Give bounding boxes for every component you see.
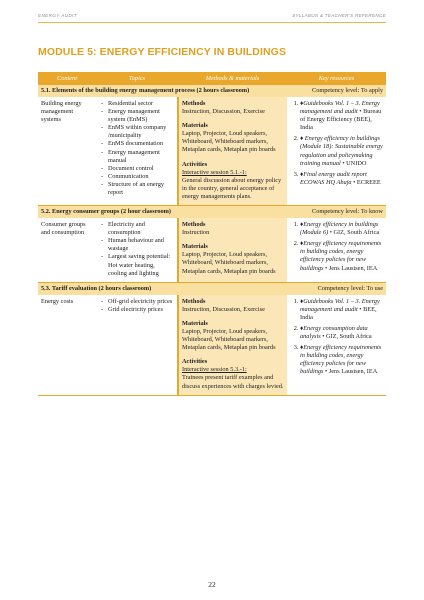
- content-cell: Energy costs: [38, 295, 96, 395]
- topics-cell: [96, 295, 178, 395]
- topic-item: - Electricity and consumption: [108, 221, 174, 237]
- topic-item: - Off-grid electricity prices: [108, 298, 174, 306]
- topic-item: - Human behaviour and wastage: [108, 237, 174, 253]
- resource-source: • Bureau of Energy Efficiency (BEE), India: [300, 108, 382, 132]
- column-header-topics: Topics: [96, 72, 178, 85]
- topics-cell: [96, 97, 178, 206]
- section-header-row: [38, 85, 386, 97]
- content-cell: Building energy management systems: [38, 97, 96, 206]
- resource-source: • GIZ, South Africa: [329, 229, 380, 237]
- running-header-left: ENERGY AUDIT: [38, 13, 78, 18]
- topic-item: - EnMS documentation: [108, 140, 174, 148]
- activity-text: General discussion about energy policy in the country, general acceptance of energy managements plans.: [182, 176, 282, 200]
- topic-item: - Largest saving potential: Hot water heating, cooling and lighting: [108, 253, 174, 277]
- materials-text: Laptop, Projector, Loud speakers, Whiteboard, Whiteboard markers, Metaplan cards, Metaplan pin boards: [182, 130, 276, 154]
- methods-cell: [178, 295, 287, 395]
- resource-item: [300, 298, 383, 322]
- table-header-row: [38, 72, 386, 85]
- resource-item: [300, 325, 383, 341]
- column-header-resources: Key resources: [287, 72, 386, 85]
- table-body: [38, 85, 386, 395]
- resource-source: • BEE, India: [300, 305, 377, 321]
- activity-title: Interactive session 5.1.-1:: [182, 168, 247, 176]
- resources-list: [290, 298, 383, 377]
- resource-title: ♦Energy efficiency requirements in building codes, energy efficiency policies for new buildings: [300, 344, 382, 376]
- methods-label: Methods: [182, 221, 206, 229]
- resources-list: [290, 100, 383, 187]
- competency-level: Competency level: To know: [287, 206, 386, 219]
- section-body-row: [38, 295, 386, 395]
- resource-item: [300, 240, 383, 272]
- topic-item: - EnMS within company /municipality: [108, 124, 174, 140]
- section-header-row: [38, 206, 386, 219]
- column-header-content: Content: [38, 72, 96, 85]
- section-body-row: [38, 218, 386, 282]
- activities-label: Activities: [182, 160, 208, 168]
- resource-source: • GIZ, South Africa: [322, 333, 372, 341]
- materials-label: Materials: [182, 243, 208, 251]
- resource-source: • Jens Laustsen, IEA: [325, 368, 378, 376]
- section-title: 5.3. Tariff evaluation (2 hours classroom): [38, 282, 287, 295]
- resource-item: [300, 221, 383, 237]
- resource-item: [300, 171, 383, 187]
- methods-cell: [178, 218, 287, 282]
- header-rule: [38, 22, 386, 23]
- resources-cell: [287, 218, 386, 282]
- topic-item: - Structure of an energy report: [108, 181, 174, 197]
- module-title: MODULE 5: ENERGY EFFICIENCY IN BUILDINGS: [38, 46, 287, 58]
- materials-label: Materials: [182, 122, 208, 130]
- topics-cell: [96, 218, 178, 282]
- resource-item: [300, 344, 383, 376]
- methods-label: Methods: [182, 297, 206, 305]
- competency-level: Competency level: To apply: [287, 85, 386, 97]
- resource-title: ♦ Energy efficiency in buildings (Module 18): Sustainable energy regulation and policymaking training manual: [300, 135, 383, 167]
- topic-item: - Energy management system (EnMS): [108, 108, 174, 124]
- resource-item: [300, 100, 383, 132]
- methods-label: Methods: [182, 100, 206, 107]
- topics-list: [99, 100, 174, 197]
- materials-text: Laptop, Projector, Loud speakers, Whiteboard, Whiteboard markers, Metaplan cards, Metaplan pin boards: [182, 251, 276, 275]
- resources-list: [290, 221, 383, 273]
- page-number: 22: [208, 580, 216, 589]
- topic-item: - Grid electricity prices: [108, 306, 174, 314]
- resource-title: ♦Guidebooks Vol. 1 – 3. Energy management and audit: [300, 297, 380, 313]
- content-cell: Consumer groups and consumption: [38, 218, 96, 282]
- resource-title: ♦Final energy audit report ECOWAS HQ Abuja: [300, 170, 367, 186]
- resource-source: • Jens Laustsen, IEA: [325, 264, 378, 272]
- methods-text: Instruction, Discussion, Exercise: [182, 305, 265, 313]
- methods-text: Instruction, Discussion, Exercise: [182, 108, 265, 116]
- activity-title: Interactive session 5.3.-1:: [182, 366, 247, 374]
- resource-source: • UNIDO: [342, 159, 367, 167]
- topics-list: [99, 221, 174, 278]
- section-header-row: [38, 282, 386, 295]
- activities-label: Activities: [182, 358, 208, 366]
- resources-cell: [287, 97, 386, 206]
- resource-source: • ECREEE: [353, 178, 381, 186]
- resource-title: ♦Energy consumption data analysis: [300, 324, 368, 341]
- section-title: 5.2. Energy consumer groups (2 hour classroom): [38, 206, 287, 219]
- materials-text: Laptop, Projector, Loud speakers, Whiteboard, Whiteboard markers, Metaplan cards, Metaplan pin boards: [182, 327, 276, 352]
- column-header-methods: Methods & materials: [178, 72, 287, 85]
- competency-level: Competency level: To use: [287, 282, 386, 295]
- resource-title: ♦Guidebooks Vol. 1 – 3. Energy management and audit: [300, 100, 380, 116]
- topic-item: - Residential sector: [108, 100, 174, 108]
- materials-label: Materials: [182, 319, 208, 327]
- topics-list: [99, 298, 174, 314]
- syllabus-table: [38, 72, 386, 396]
- resource-title: ♦Energy efficiency requirements in building codes, energy efficiency policies for new buildings: [300, 240, 382, 272]
- topic-item: - Communication: [108, 173, 174, 181]
- section-title: 5.1. Elements of the building energy management process (2 hours classroom): [38, 85, 287, 97]
- topic-item: - Energy management manual: [108, 149, 174, 165]
- resources-cell: [287, 295, 386, 395]
- section-body-row: [38, 97, 386, 206]
- methods-text: Instruction: [182, 229, 210, 237]
- running-header-right: SYLLABUS & TEACHER'S REFERENCE: [292, 13, 386, 18]
- methods-cell: [178, 97, 287, 206]
- topic-item: - Document control: [108, 165, 174, 173]
- activity-text: Trainees present tariff examples and discuss experiences with charges levied.: [182, 374, 284, 390]
- resource-title: ♦Energy efficiency in buildings (Module 6): [300, 221, 379, 237]
- resource-item: [300, 135, 383, 167]
